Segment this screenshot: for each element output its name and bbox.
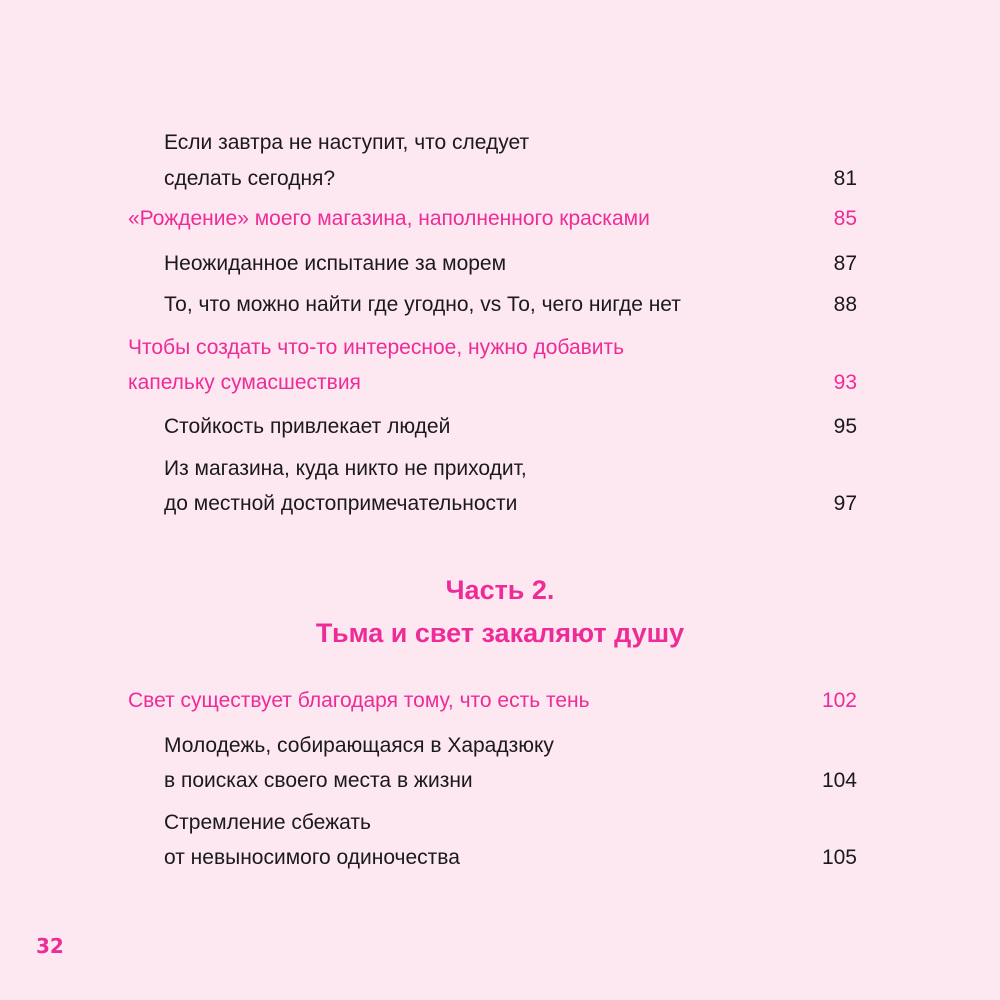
toc-entry-title-line: Молодежь, собирающаяся в Харадзюку <box>164 734 554 757</box>
toc-entry-title-line: до местной достопримечательности <box>164 492 518 515</box>
toc-entry-title-line: Чтобы создать что-то интересное, нужно добавить <box>128 336 625 359</box>
toc-entry-page-number: 105 <box>821 846 857 869</box>
toc-entry-title-line: Стойкость привлекает людей <box>164 415 451 438</box>
footer-page-number: 32 <box>36 934 64 958</box>
part-title-heading: Тьма и свет закаляют душу <box>315 618 685 648</box>
toc-entry-page-number: 93 <box>833 371 857 394</box>
toc-entry-page-number: 97 <box>833 492 857 515</box>
toc-entry-page-number: 87 <box>833 252 857 275</box>
toc-entry-title-line: от невыносимого одиночества <box>164 846 460 869</box>
toc-entry-page-number: 95 <box>833 415 857 438</box>
toc-entry-title-line: Неожиданное испытание за морем <box>164 252 507 275</box>
toc-entry-page-number: 88 <box>833 293 857 316</box>
toc-entry-page-number: 104 <box>821 769 857 792</box>
toc-entry-title-line: Стремление сбежать <box>164 811 371 834</box>
part-number-heading: Часть 2. <box>445 575 555 605</box>
toc-entry-title-line: То, что можно найти где угодно, vs То, чего нигде нет <box>164 293 681 316</box>
toc-entry-title-line: капельку сумасшествия <box>128 371 361 394</box>
toc-entry-page-number: 102 <box>821 689 857 712</box>
toc-entry-title-line: Если завтра не наступит, что следует <box>164 131 530 154</box>
toc-entry-title-line: в поисках своего места в жизни <box>164 769 473 792</box>
toc-entry-page-number: 81 <box>833 167 857 190</box>
toc-entry-page-number: 85 <box>833 207 857 230</box>
toc-entry-title-line: Из магазина, куда никто не приходит, <box>164 457 527 480</box>
toc-entry-title-line: «Рождение» моего магазина, наполненного красками <box>128 207 650 230</box>
toc-entry-title-line: Свет существует благодаря тому, что есть тень <box>128 689 590 712</box>
toc-entry-title-line: сделать сегодня? <box>164 167 336 190</box>
